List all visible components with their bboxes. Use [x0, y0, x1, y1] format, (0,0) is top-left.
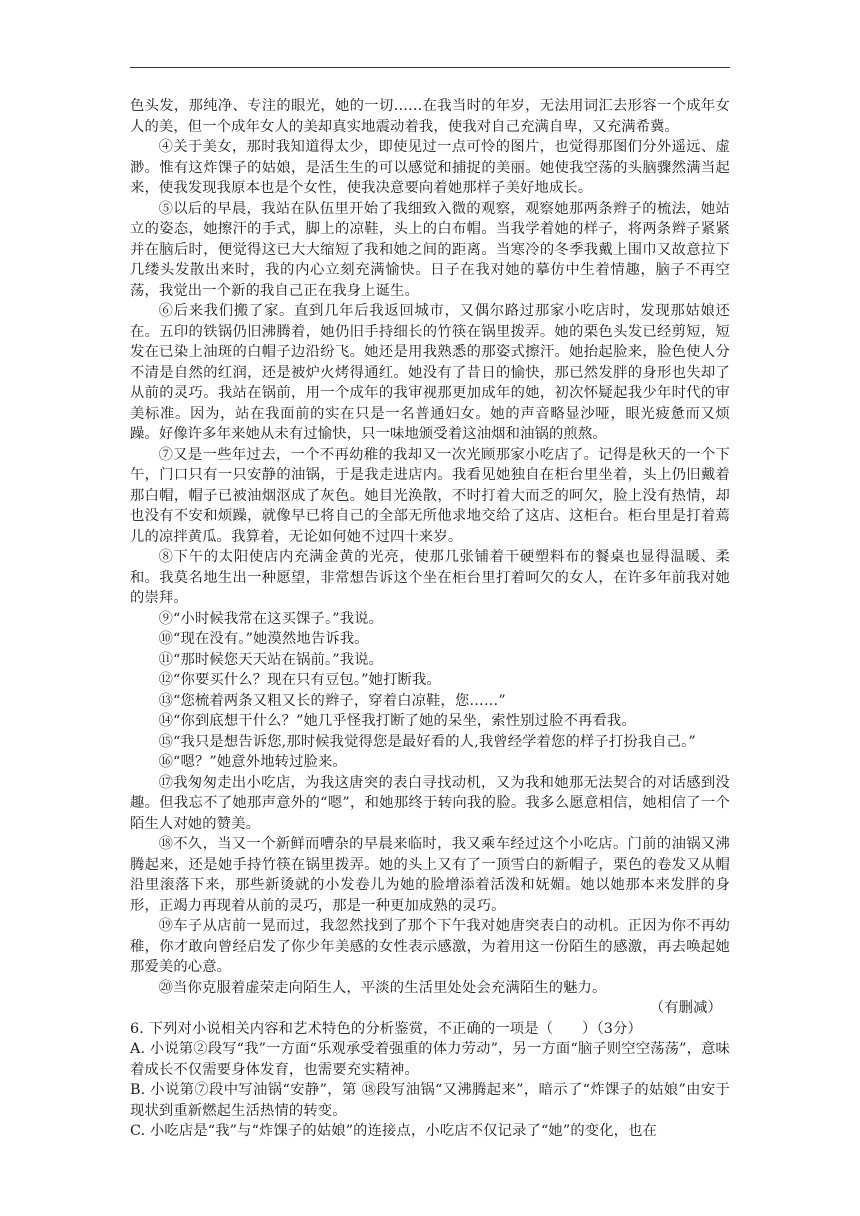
paragraph-18: ⑱不久，当又一个新鲜而嘈杂的早晨来临时，我又乘车经过这个小吃店。门前的油锅又沸腾起来，还是她手持竹筷在锅里拨弄。她的头上又有了一顶雪白的新帽子，栗色的卷发又从帽沿里滚落下来，那些新烫就的小发卷儿为她的脸增添着活泼和妩媚。她以她那本来发胖的身形，正竭力再现着从前的灵巧，那是一种更加成熟的灵巧。	[130, 836, 730, 914]
paragraph-5: ⑤以后的早晨，我站在队伍里开始了我细致入微的观察，观察她那两条辫子的梳法，她站立的姿态，她擦汗的手式，脚上的凉鞋，头上的白布帽。当我学着她的样子，将两条辫子紧紧并在脑后时，便觉得这已大大缩短了我和她之间的距离。当寒冷的冬季我戴上围巾又故意拉下几缕头发散出来时，我的内心立刻充满愉快。日子在我对她的摹仿中生着情趣，脑子不再空荡，我觉出一个新的我自己正在我身上诞生。	[130, 200, 730, 299]
option-b: B. 小说第⑦段中写油锅“安静”，第 ⑱段写油锅“又沸腾起来”，暗示了“炸馃子的姑娘”由安于现状到重新燃起生活热情的转变。	[130, 1082, 730, 1119]
paragraph-14: ⑭“你到底想干什么？”她几乎怪我打断了她的呆坐，索性别过脸不再看我。	[158, 713, 636, 729]
question-stem: 6. 下列对小说相关内容和艺术特色的分析鉴赏，不正确的一项是（ ）（3分）	[130, 1020, 642, 1037]
paragraph-19: ⑲车子从店前一晃而过，我忽然找到了那个下午我对她唐突表白的动机。正因为你不再幼稚，你才敢向曾经启发了你少年美感的女性表示感激，为着用这一份陌生的感激，再去唤起她那爱美的心意。	[130, 918, 730, 975]
paragraph-6: ⑥后来我们搬了家。直到几年后我返回城市，又偶尔路过那家小吃店时，发现那姑娘还在。五印的铁锅仍旧沸腾着，她仍旧手持细长的竹筷在锅里拨弄。她的栗色头发已经剪短，短发在已染上油斑的白帽子边沿纷飞。她还是用我熟悉的那姿式擦汗。她抬起脸来，脸色使人分不清是自然的红润，还是被炉火烤得通红。她没有了昔日的愉快，那已然发胖的身形也失却了从前的灵巧。我站在锅前，用一个成年的我审视那更加成年的她，初次怀疑起我少年时代的审美标准。因为，站在我面前的实在只是一名普通妇女。她的声音略显沙哑，眼光疲惫而又烦躁。好像许多年来她从未有过愉快，只一味地颁受着这油烟和油锅的煎熬。	[130, 303, 730, 442]
paragraph-8: ⑧下午的太阳使店内充满金黄的光亮，使那几张铺着干硬塑料布的餐桌也显得温暖、柔和。我莫名地生出一种愿望，非常想告诉这个坐在柜台里打着呵欠的女人，在许多年前我对她的崇拜。	[130, 549, 730, 606]
paragraph-12: ⑫“你要买什么？现在只有豆包。”她打断我。	[158, 672, 441, 688]
paragraph-20: ⑳当你克服着虚荣走向陌生人，平淡的生活里处处会充满陌生的魅力。	[158, 979, 607, 996]
option-a: A. 小说第②段写“我”一方面“乐观承受着强重的体力劳动”，另一方面“脑子则空空荡荡”，意味着成长不仅需要身体发育，也需要充实精神。	[130, 1041, 730, 1078]
header-rule	[130, 67, 730, 68]
paragraph-13: ⑬“您梳着两条又粗又长的辫子，穿着白凉鞋，您……”	[158, 692, 506, 709]
paragraph-continuation: 色头发，那纯净、专注的眼光，她的一切……在我当时的年岁，无法用词汇去形容一个成年女人的美，但一个成年女人的美却真实地震动着我，使我对自己充满自卑，又充满希冀。	[130, 98, 730, 135]
abridged-note: （有删减）	[649, 1000, 722, 1016]
paragraph-16: ⑯“嗯？”她意外地转过脸来。	[158, 754, 347, 770]
paragraph-4: ④关于美女，那时我知道得太少，即使见过一点可怜的图片，也觉得那图们分外遥远、虚渺。惟有这炸馃子的姑娘，是活生生的可以感觉和捕捉的美丽。她使我空荡的头脑骤然满当起来，使我发现我原本也是个女性，使我决意要向着她那样子美好地成长。	[130, 139, 730, 196]
paragraph-10: ⑩“现在没有。”她漠然地告诉我。	[158, 631, 369, 647]
article-body	[130, 96, 730, 1142]
paragraph-11: ⑪“那时候您天天站在锅前。”我说。	[158, 651, 384, 668]
paragraph-15: ⑮“我只是想告诉您,那时候我觉得您是最好看的人,我曾经学着您的样子打扮我自己。”	[158, 733, 696, 750]
option-c: C. 小吃店是“我”与“炸馃子的姑娘”的连接点，小吃店不仅记录了“她”的变化，也在	[130, 1123, 658, 1139]
paragraph-9: ⑨“小时候我常在这买馃子。”我说。	[158, 610, 384, 627]
paragraph-17: ⑰我匆匆走出小吃店，为我这唐突的表白寻找动机，又为我和她那无法契合的对话感到没趣。但我忘不了她那声意外的“嗯”，和她那终于转向我的脸。我多么愿意相信，她相信了一个陌生人对她的赞美。	[130, 774, 730, 832]
paragraph-7: ⑦又是一些年过去，一个不再幼稚的我却又一次光顾那家小吃店了。记得是秋天的一个下午，门口只有一只安静的油锅，于是我走进店内。我看见她独自在柜台里坐着，头上仍旧戴着那白帽，帽子已被油烟沤成了灰色。她目光涣散，不时打着大而乏的呵欠，脸上没有热情，却也没有不安和烦躁，就像早已将自己的全部无所他求地交给了这店、这柜台。柜台里是打着蔫儿的凉拌黄瓜。我算着，无论如何她不过四十来岁。	[130, 446, 730, 545]
